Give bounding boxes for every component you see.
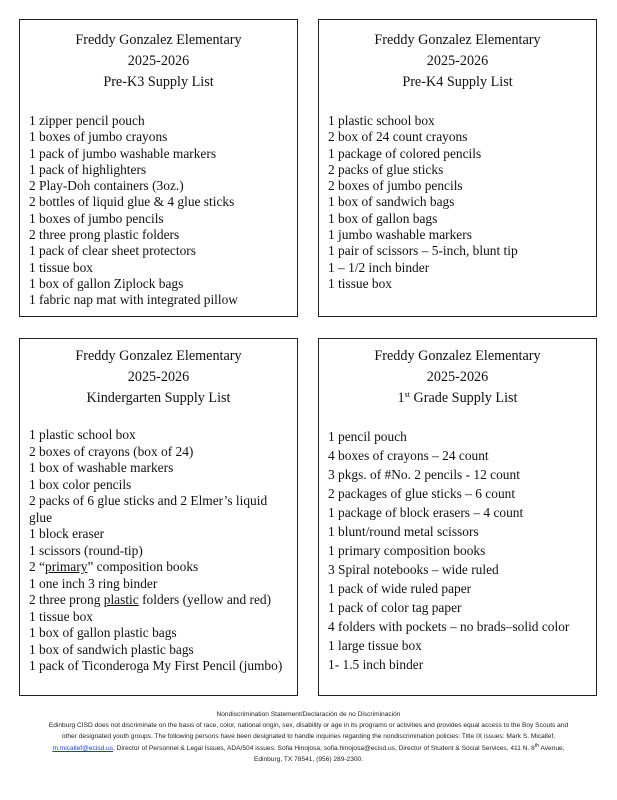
list-item: 1 box of sandwich plastic bags: [29, 641, 194, 657]
list-item: 1 tissue box: [328, 275, 392, 291]
list-title: Pre-K4 Supply List: [402, 74, 513, 90]
kindergarten-item-list: [29, 427, 287, 675]
kindergarten-supply-box: [19, 338, 298, 696]
list-item: 4 boxes of crayons – 24 count: [328, 448, 489, 463]
list-item: 1 one inch 3 ring binder: [29, 575, 158, 591]
school-name: Freddy Gonzalez Elementary: [75, 32, 242, 48]
school-year: 2025-2026: [426, 53, 489, 69]
list-item: 1 blunt/round metal scissors: [328, 524, 479, 539]
list-item: 1 box of washable markers: [29, 460, 174, 475]
list-item: 1 scissors (round-tip): [29, 542, 143, 558]
prek4-supply-box: [318, 19, 597, 317]
school-year: 2025-2026: [426, 369, 489, 385]
list-item: 1 pack of color tag paper: [328, 600, 462, 615]
list-item: 1 tissue box: [29, 259, 93, 275]
list-title: 1st Grade Supply List: [397, 390, 518, 406]
footer-line: Edinburg CISD does not discriminate on the basis of race, color, national origin, sex, disability or age in its programs or activities and provides equal access to the Boy Scouts and: [48, 722, 569, 730]
list-item: 2 packages of glue sticks – 6 count: [328, 486, 516, 501]
list-item: 1 plastic school box: [328, 113, 435, 128]
list-item: 1- 1.5 inch binder: [328, 657, 424, 672]
school-name: Freddy Gonzalez Elementary: [374, 348, 541, 364]
list-item: 1 box of gallon Ziplock bags: [29, 275, 184, 291]
list-item: 1 plastic school box: [29, 427, 136, 442]
email-link[interactable]: m.micallef@ecisd.us: [52, 744, 113, 752]
prek4-item-list: [328, 113, 596, 292]
list-item: 1 fabric nap mat with integrated pillow: [29, 292, 238, 308]
list-item: 1 pair of scissors – 5-inch, blunt tip: [328, 243, 518, 259]
prek3-supply-box: [19, 19, 298, 317]
list-item: 2 three prong plastic folders: [29, 227, 180, 243]
first-grade-supply-box: [318, 338, 597, 696]
footer-line: Edinburg, TX 78541, (956) 289-2300.: [253, 755, 364, 763]
school-year: 2025-2026: [127, 53, 190, 69]
list-item-plastic-folders: 2 three prong plastic folders (yellow and red): [29, 592, 272, 607]
list-item: 1 box of sandwich bags: [328, 194, 455, 210]
list-item: 1 large tissue box: [328, 638, 422, 653]
list-item: 1 primary composition books: [328, 543, 486, 558]
list-item: 1 pack of wide ruled paper: [328, 581, 472, 596]
list-item: 1 tissue box: [29, 608, 93, 624]
list-item: 1 zipper pencil pouch: [29, 113, 145, 128]
list-item: 2 packs of glue sticks: [328, 161, 444, 177]
list-item: 1 pack of Ticonderoga My First Pencil (jumbo): [29, 658, 283, 673]
list-item: 1 pack of jumbo washable markers: [29, 145, 217, 161]
list-item: 4 folders with pockets – no brads–solid color: [328, 619, 570, 634]
school-name: Freddy Gonzalez Elementary: [75, 348, 242, 364]
list-item: 2 box of 24 count crayons: [328, 129, 468, 145]
list-item: 3 Spiral notebooks – wide ruled: [328, 562, 499, 577]
footer-line: m.micallef@ecisd.us, Director of Personnel & Legal Issues, ADA/504 issues: Sofia Hinojosa, sofia.hinojosa@ecisd.us, Director of Student & Social Services, 411 N. 8th Avenue,: [52, 742, 565, 752]
list-item: 1 jumbo washable markers: [328, 227, 472, 243]
list-item: 1 block eraser: [29, 526, 105, 541]
list-item: 2 bottles of liquid glue & 4 glue sticks: [29, 194, 235, 210]
first-grade-header: [319, 346, 596, 409]
list-item: 2 Play-Doh containers (3oz.): [29, 178, 184, 194]
list-item: 3 pkgs. of #No. 2 pencils - 12 count: [328, 467, 520, 482]
school-name: Freddy Gonzalez Elementary: [374, 32, 541, 48]
list-title: Pre-K3 Supply List: [103, 74, 214, 90]
plastic-underlined: plastic: [103, 592, 139, 607]
list-item: 2 boxes of jumbo pencils: [328, 178, 463, 194]
kindergarten-header: [20, 346, 297, 409]
list-item: 2 boxes of crayons (box of 24): [29, 443, 194, 459]
school-year: 2025-2026: [127, 369, 190, 385]
list-item: 1 pack of highlighters: [29, 161, 147, 177]
list-item: 1 – 1/2 inch binder: [328, 259, 430, 275]
list-item: 2 packs of 6 glue sticks and 2 Elmer’s liquid glue: [29, 493, 268, 525]
list-item: 1 box color pencils: [29, 476, 132, 492]
list-item: 1 boxes of jumbo pencils: [29, 210, 164, 226]
list-title: Kindergarten Supply List: [86, 390, 231, 406]
first-grade-item-list: [328, 427, 596, 674]
primary-underlined: primary: [45, 559, 88, 574]
prek4-header: [319, 30, 596, 93]
prek3-item-list: [29, 113, 297, 309]
list-item: 1 box of gallon bags: [328, 210, 438, 226]
list-item: 1 boxes of jumbo crayons: [29, 129, 168, 145]
list-item: 1 box of gallon plastic bags: [29, 625, 177, 640]
footer-title: Nondiscrimination Statement/Declaración de no Discriminación: [216, 711, 401, 718]
footer-line: other designated youth groups. The following persons have been designated to handle inquiries regarding the nondiscrimination policies: Title IX issues: Mark S. Micallef,: [61, 733, 556, 741]
list-item: 1 pack of clear sheet protectors: [29, 243, 196, 259]
prek3-header: [20, 30, 297, 93]
list-item: 1 pencil pouch: [328, 429, 407, 444]
list-item: 1 package of colored pencils: [328, 145, 482, 161]
nondiscrimination-footer: [0, 709, 617, 765]
list-item: 1 package of block erasers – 4 count: [328, 505, 524, 520]
list-item-primary-books: 2 “primary” composition books: [29, 559, 199, 574]
